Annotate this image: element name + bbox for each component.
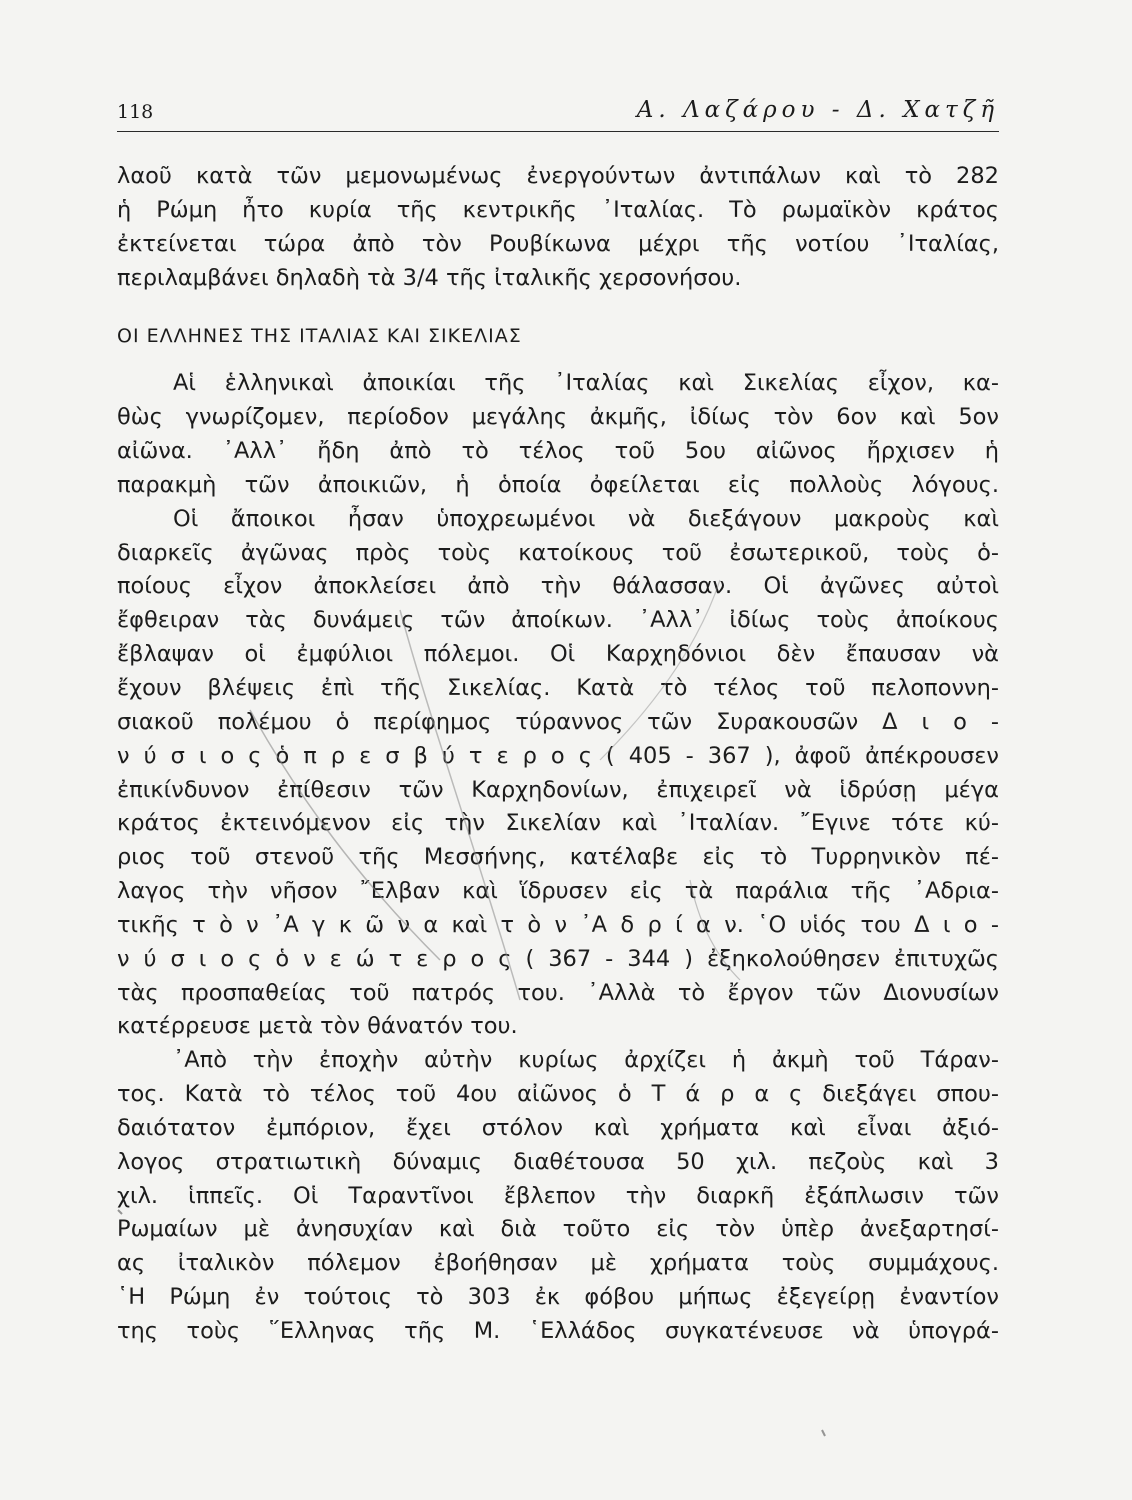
text-line: ἔβλαψαν οἱ ἐμφύλιοι πόλεμοι. Οἱ Καρχηδόνιοι δὲν ἔπαυσαν νὰ: [117, 641, 999, 668]
text-line: ποίους εἶχον ἀποκλείσει ἀπὸ τὴν θάλασσαν. Οἱ ἀγῶνες αὐτοὶ: [117, 573, 999, 600]
page-number: 118: [117, 101, 154, 123]
text-line: κατέρρευσε μετὰ τὸν θάνατόν του.: [117, 1013, 518, 1040]
text-line: λαοῦ κατὰ τῶν μεμονωμένως ἐνεργούντων ἀντιπάλων καὶ τὸ 282: [117, 163, 999, 189]
text-line: ἡ Ρώμη ἦτο κυρία τῆς κεντρικῆς ᾿Ιταλίας. Τὸ ρωμαϊκὸν κράτος: [117, 196, 999, 223]
text-line: ν ύ σ ι ο ς ὁ π ρ ε σ β ύ τ ε ρ ο ς ( 405 - 367 ), ἀφοῦ ἀπέκρουσεν: [117, 742, 999, 769]
text-line: θὼς γνωρίζομεν, περίοδον μεγάλης ἀκμῆς, ἰδίως τὸν 6ον καὶ 5ον: [117, 404, 999, 431]
text-line: ἐκτείνεται τώρα ἀπὸ τὸν Ρουβίκωνα μέχρι τῆς νοτίου ᾿Ιταλίας,: [117, 230, 999, 257]
text-line: κράτος ἐκτεινόμενον εἰς τὴν Σικελίαν καὶ ᾿Ιταλίαν. ῎Εγινε τότε κύ-: [117, 810, 999, 837]
text-line: λογος στρατιωτικὴ δύναμις διαθέτουσα 50 χιλ. πεζοὺς καὶ 3: [117, 1148, 999, 1175]
text-line: λαγος τὴν νῆσον ῎Ελβαν καὶ ἵδρυσεν εἰς τὰ παράλια τῆς ᾿Αδρια-: [117, 878, 999, 905]
text-line: Οἱ ἄποικοι ἦσαν ὑποχρεωμένοι νὰ διεξάγουν μακροὺς καὶ: [173, 505, 999, 532]
text-line: ας ἰταλικὸν πόλεμον ἐβοήθησαν μὲ χρήματα τοὺς συμμάχους.: [117, 1250, 999, 1277]
text-line: ῾Η Ρώμη ἐν τούτοις τὸ 303 ἐκ φόβου μήπως ἐξεγείρῃ ἐναντίον: [117, 1284, 999, 1311]
text-line: Αἱ ἑλληνικαὶ ἀποικίαι τῆς ᾿Ιταλίας καὶ Σικελίας εἶχον, κα-: [173, 370, 999, 397]
text-line: ριος τοῦ στενοῦ τῆς Μεσσήνης, κατέλαβε εἰς τὸ Τυρρηνικὸν πέ-: [117, 844, 999, 871]
pencil-stroke: [822, 1430, 825, 1436]
text-line: ᾿Απὸ τὴν ἐποχὴν αὐτὴν κυρίως ἀρχίζει ἡ ἀκμὴ τοῦ Τάραν-: [173, 1047, 999, 1074]
body-text: [117, 160, 999, 1349]
running-head: Α. Λαζάρου - Δ. Χατζῆ: [636, 97, 999, 123]
text-line: Ρωμαίων μὲ ἀνησυχίαν καὶ διὰ τοῦτο εἰς τὸν ὑπὲρ ἀνεξαρτησί-: [117, 1216, 999, 1243]
text-line: τος. Κατὰ τὸ τέλος τοῦ 4ου αἰῶνος ὁ Τ ά ρ α ς διεξάγει σπου-: [117, 1081, 999, 1108]
section-heading: ΟΙ ΕΛΛΗΝΕΣ ΤΗΣ ΙΤΑΛΙΑΣ ΚΑΙ ΣΙΚΕΛΙΑΣ: [117, 325, 522, 348]
text-line: της τοὺς ῞Ελληνας τῆς Μ. ῾Ελλάδος συγκατένευσε νὰ ὑπογρά-: [117, 1318, 999, 1344]
text-line: χιλ. ἱππεῖς. Οἱ Ταραντῖνοι ἔβλεπον τὴν διαρκῆ ἐξάπλωσιν τῶν: [117, 1182, 999, 1209]
text-line: παρακμὴ τῶν ἀποικιῶν, ἡ ὁποία ὀφείλεται εἰς πολλοὺς λόγους.: [117, 471, 999, 498]
text-line: ἔφθειραν τὰς δυνάμεις τῶν ἀποίκων. ᾿Αλλ᾿ ἰδίως τοὺς ἀποίκους: [117, 607, 999, 634]
text-line: τικῆς τ ὸ ν ᾿Α γ κ ῶ ν α καὶ τ ὸ ν ᾿Α δ ρ ί α ν. ῾Ο υἱός του Δ ι ο -: [117, 911, 999, 938]
text-line: σιακοῦ πολέμου ὁ περίφημος τύραννος τῶν Συρακουσῶν Δ ι ο -: [117, 708, 999, 735]
text-line: ἔχουν βλέψεις ἐπὶ τῆς Σικελίας. Κατὰ τὸ τέλος τοῦ πελοποννη-: [117, 674, 999, 701]
paragraph-3: [117, 503, 999, 1045]
paragraph-1: [117, 160, 999, 295]
page-header: [117, 95, 999, 132]
text-line: τὰς προσπαθείας τοῦ πατρός του. ᾿Αλλὰ τὸ ἔργον τῶν Διονυσίων: [117, 979, 999, 1006]
paragraph-2: [117, 367, 999, 502]
text-line: ἐπικίνδυνον ἐπίθεσιν τῶν Καρχηδονίων, ἐπιχειρεῖ νὰ ἱδρύσῃ μέγα: [117, 776, 999, 803]
text-line: περιλαμβάνει δηλαδὴ τὰ 3/4 τῆς ἰταλικῆς χερσονήσου.: [117, 264, 742, 291]
paragraph-4: [117, 1044, 999, 1349]
text-line: αἰῶνα. ᾿Αλλ᾿ ἤδη ἀπὸ τὸ τέλος τοῦ 5ου αἰῶνος ἤρχισεν ἡ: [117, 438, 999, 465]
text-line: ν ύ σ ι ο ς ὁ ν ε ώ τ ε ρ ο ς ( 367 - 344 ) ἐξηκολούθησεν ἐπιτυχῶς: [117, 945, 999, 972]
text-line: δαιότατον ἐμπόριον, ἔχει στόλον καὶ χρήματα καὶ εἶναι ἀξιό-: [117, 1114, 999, 1141]
text-line: διαρκεῖς ἀγῶνας πρὸς τοὺς κατοίκους τοῦ ἐσωτερικοῦ, τοὺς ὁ-: [117, 539, 999, 566]
